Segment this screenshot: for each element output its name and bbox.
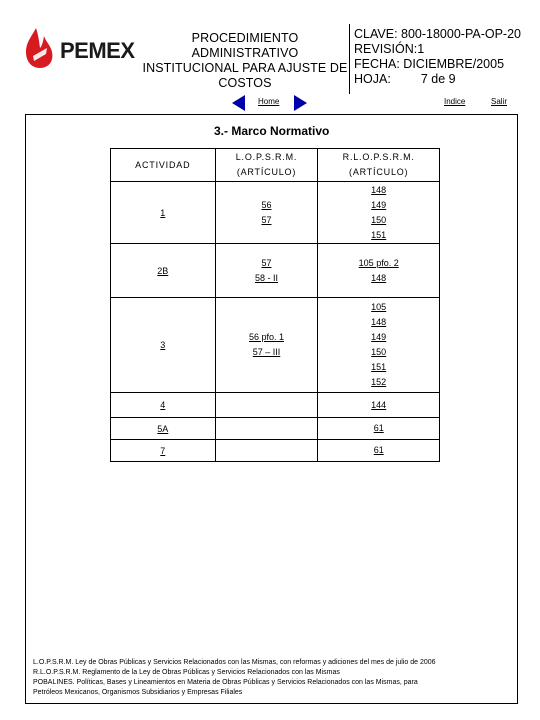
fecha-text: FECHA: DICIEMBRE/2005: [354, 57, 505, 71]
footnote-line-4: Petróleos Mexicanos, Organismos Subsidiarios y Empresas Filiales: [33, 689, 243, 696]
header-rlopsrm-line-2: (ARTÍCULO): [349, 167, 409, 177]
table-header-row: [111, 149, 440, 182]
article-link[interactable]: 56 pfo. 1: [248, 332, 284, 342]
header-rlopsrm: [318, 149, 440, 182]
article-link[interactable]: 105 pfo. 2: [358, 257, 399, 268]
header-lopsrm-line-2: (ARTÍCULO): [236, 167, 297, 177]
article-link[interactable]: 150: [371, 214, 387, 225]
article-link[interactable]: 149: [371, 199, 387, 210]
document-metadata: [354, 27, 521, 87]
article-link[interactable]: 151: [371, 362, 387, 372]
hoja-label: HOJA:: [354, 72, 391, 86]
header-divider: [349, 24, 350, 94]
rlopsrm-cell: [318, 182, 440, 244]
clave-text: CLAVE: 800-18000-PA-OP-20: [354, 27, 521, 41]
rlopsrm-cell: [318, 418, 440, 440]
table-row: [111, 244, 440, 298]
title-line-1: PROCEDIMIENTO ADMINISTRATIVO: [191, 31, 299, 60]
article-link[interactable]: 144: [371, 399, 387, 410]
footnote-line-3: POBALINES. Políticas, Bases y Lineamientos en Materia de Obras Públicas y Servicios Relacionados con las Mismas, para: [33, 679, 418, 686]
article-link[interactable]: 148: [371, 272, 387, 283]
header-actividad: ACTIVIDAD: [111, 149, 216, 182]
header-lopsrm: [215, 149, 318, 182]
section-title: 3.- Marco Normativo: [214, 124, 330, 138]
table-row: [111, 182, 440, 244]
article-link[interactable]: 61: [373, 423, 384, 433]
table-row: [111, 440, 440, 462]
hoja-row: [354, 72, 521, 87]
lopsrm-cell: [215, 418, 318, 440]
actividad-cell[interactable]: [111, 393, 216, 418]
actividad-cell[interactable]: [111, 244, 216, 298]
actividad-cell[interactable]: [111, 440, 216, 462]
actividad-link[interactable]: 7: [160, 445, 166, 456]
rlopsrm-cell: [318, 244, 440, 298]
article-link[interactable]: 151: [371, 229, 387, 240]
indice-link[interactable]: Indice: [444, 97, 466, 106]
salir-link[interactable]: Salir: [491, 97, 508, 106]
document-title: [140, 31, 350, 91]
lopsrm-cell: [215, 298, 318, 393]
hoja-value: 7 de 9: [420, 72, 456, 86]
home-link[interactable]: Home: [258, 97, 280, 106]
article-link[interactable]: 149: [371, 332, 387, 342]
title-line-3: COSTOS: [218, 76, 272, 90]
article-link[interactable]: 150: [371, 347, 387, 357]
actividad-link[interactable]: 5A: [157, 423, 169, 434]
lopsrm-cell: [215, 244, 318, 298]
rlopsrm-cell: [318, 393, 440, 418]
article-link[interactable]: 105: [371, 302, 387, 312]
article-link[interactable]: 57 – III: [252, 347, 281, 357]
article-link[interactable]: 61: [373, 445, 384, 455]
table-row: [111, 418, 440, 440]
footnote-line-1: L.O.P.S.R.M. Ley de Obras Públicas y Servicios Relacionados con las Mismas, con reformas y adiciones del mes de julio de 2006: [33, 659, 436, 666]
article-link[interactable]: 152: [371, 377, 387, 387]
actividad-link[interactable]: 2B: [157, 265, 169, 276]
article-link[interactable]: 148: [371, 184, 387, 195]
header-lopsrm-line-1: L.O.P.S.R.M.: [235, 152, 298, 162]
rlopsrm-cell: [318, 298, 440, 393]
marco-normativo-table: [110, 148, 440, 462]
actividad-link[interactable]: 3: [160, 340, 166, 350]
actividad-cell[interactable]: [111, 182, 216, 244]
revision-text: REVISIÓN:1: [354, 42, 425, 56]
previous-arrow-icon[interactable]: [232, 95, 245, 111]
table-row: [111, 393, 440, 418]
footnote-line-2: R.L.O.P.S.R.M. Reglamento de la Ley de Obras Públicas y Servicios Relacionados con las Mismas: [33, 669, 340, 676]
article-link[interactable]: 58 - II: [254, 272, 278, 283]
article-link[interactable]: 57: [261, 214, 272, 225]
rlopsrm-cell: [318, 440, 440, 462]
actividad-cell[interactable]: [111, 418, 216, 440]
actividad-link[interactable]: 4: [160, 400, 166, 410]
article-link[interactable]: 56: [261, 199, 272, 210]
actividad-link[interactable]: 1: [160, 207, 166, 218]
table-row: [111, 298, 440, 393]
lopsrm-cell: [215, 182, 318, 244]
lopsrm-cell: [215, 440, 318, 462]
footnote: [33, 658, 513, 698]
next-arrow-icon[interactable]: [294, 95, 307, 111]
pemex-logo: [22, 26, 134, 70]
actividad-cell[interactable]: [111, 298, 216, 393]
article-link[interactable]: 148: [371, 317, 387, 327]
logo-text: PEMEX: [60, 38, 135, 63]
lopsrm-cell: [215, 393, 318, 418]
article-link[interactable]: 57: [261, 257, 272, 268]
title-line-2: INSTITUCIONAL PARA AJUSTE DE: [142, 61, 348, 75]
header-rlopsrm-line-1: R.L.O.P.S.R.M.: [342, 152, 415, 162]
